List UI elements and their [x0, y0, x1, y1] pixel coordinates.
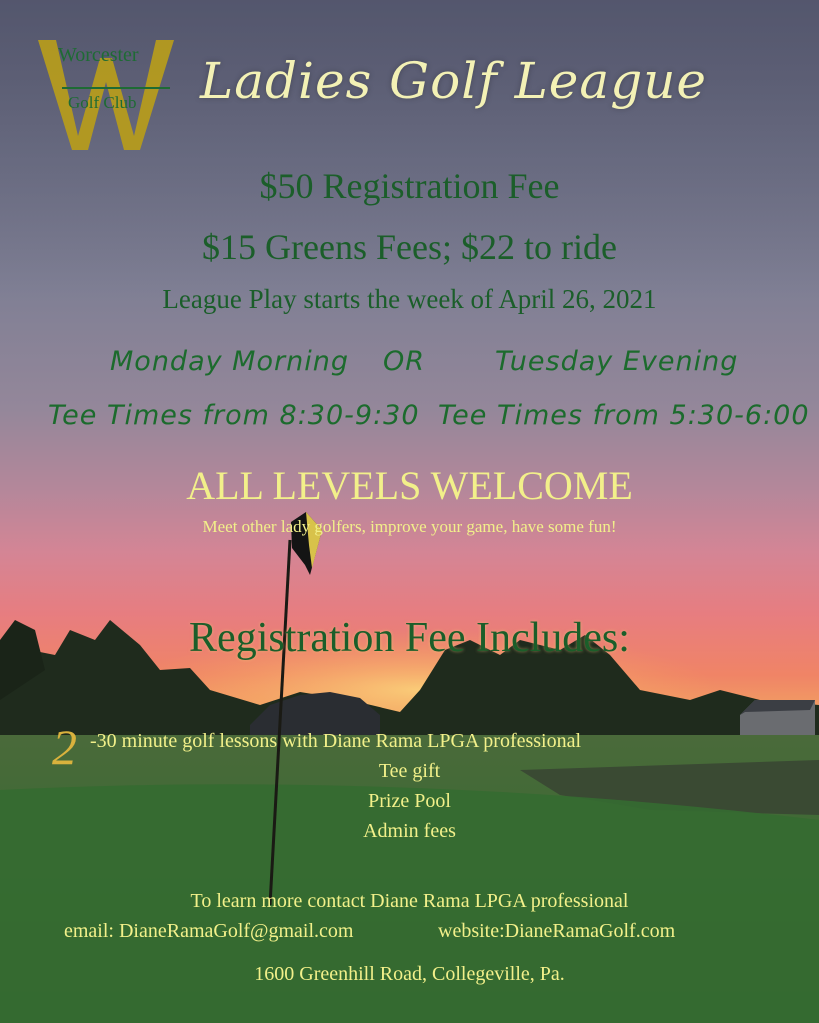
- club-logo: [22, 38, 197, 150]
- logo-bottom-text: Golf Club: [68, 93, 137, 112]
- greens-fees: $15 Greens Fees; $22 to ride: [202, 227, 617, 267]
- contact-email[interactable]: email: DianeRamaGolf@gmail.com: [64, 920, 354, 942]
- welcome-heading: ALL LEVELS WELCOME: [186, 463, 633, 508]
- includes-heading: Registration Fee Includes:: [189, 615, 630, 661]
- tuesday-tee-times: Tee Times from 5:30-6:00: [438, 400, 810, 431]
- league-start: League Play starts the week of April 26, 2021: [162, 284, 657, 314]
- contact-intro: To learn more contact Diane Rama LPGA professional: [190, 890, 629, 912]
- include-item-tee-gift: Tee gift: [378, 760, 441, 782]
- address: 1600 Greenhill Road, Collegeville, Pa.: [254, 963, 565, 985]
- tuesday-evening: Tuesday Evening: [495, 346, 739, 377]
- welcome-subtext: Meet other lady golfers, improve your game, have some fun!: [202, 517, 617, 536]
- page-title: Ladies Golf League: [200, 52, 707, 110]
- or-label: OR: [383, 346, 426, 377]
- include-item-admin-fees: Admin fees: [363, 820, 456, 842]
- monday-morning: Monday Morning: [110, 346, 349, 377]
- monday-tee-times: Tee Times from 8:30-9:30: [48, 400, 420, 431]
- lesson-count: 2: [52, 719, 77, 775]
- contact-website[interactable]: website:DianeRamaGolf.com: [438, 920, 676, 942]
- registration-fee: $50 Registration Fee: [259, 166, 560, 206]
- include-item-prize-pool: Prize Pool: [368, 790, 451, 812]
- lesson-item: -30 minute golf lessons with Diane Rama LPGA professional: [90, 730, 582, 752]
- logo-top-text: Worcester: [58, 44, 139, 66]
